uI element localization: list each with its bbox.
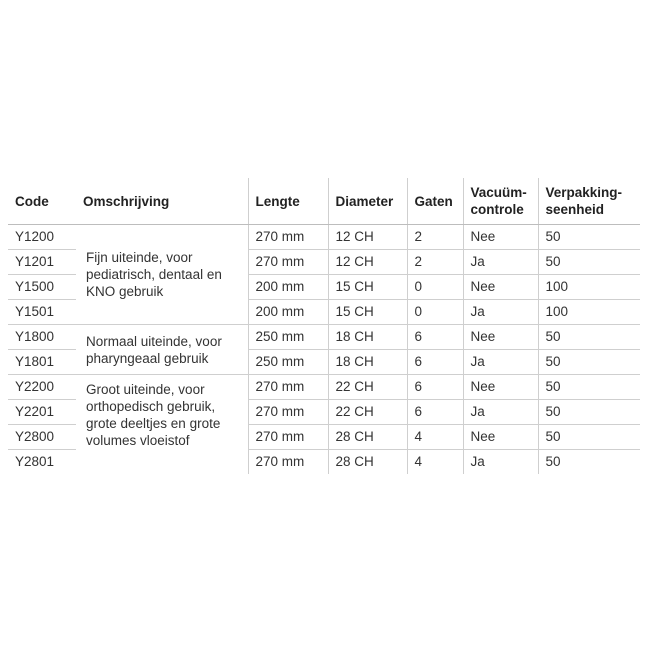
cell-vacuum: Nee xyxy=(463,425,538,450)
cell-lengte: 270 mm xyxy=(248,400,328,425)
cell-gaten: 2 xyxy=(407,250,463,275)
cell-diameter: 15 CH xyxy=(328,300,407,325)
cell-lengte: 270 mm xyxy=(248,425,328,450)
cell-vacuum: Nee xyxy=(463,275,538,300)
cell-gaten: 0 xyxy=(407,275,463,300)
cell-verpakking: 50 xyxy=(538,250,640,275)
cell-gaten: 6 xyxy=(407,325,463,350)
cell-diameter: 18 CH xyxy=(328,325,407,350)
cell-vacuum: Ja xyxy=(463,250,538,275)
cell-verpakking: 100 xyxy=(538,300,640,325)
cell-description: Fijn uiteinde, voor pediatrisch, dentaal en KNO gebruik xyxy=(86,250,222,299)
cell-gaten: 6 xyxy=(407,375,463,400)
product-table-container xyxy=(8,178,640,474)
cell-lengte: 270 mm xyxy=(248,375,328,400)
cell-lengte: 270 mm xyxy=(248,450,328,475)
product-table xyxy=(8,178,640,474)
cell-code: Y2801 xyxy=(8,450,76,475)
cell-lengte: 250 mm xyxy=(248,325,328,350)
cell-vacuum: Nee xyxy=(463,375,538,400)
cell-vacuum: Ja xyxy=(463,350,538,375)
cell-gaten: 6 xyxy=(407,400,463,425)
cell-vacuum: Ja xyxy=(463,400,538,425)
cell-code: Y1500 xyxy=(8,275,76,300)
cell-verpakking: 50 xyxy=(538,450,640,475)
cell-code: Y1201 xyxy=(8,250,76,275)
cell-diameter: 22 CH xyxy=(328,400,407,425)
cell-lengte: 250 mm xyxy=(248,350,328,375)
table-row xyxy=(8,375,640,400)
cell-code: Y2200 xyxy=(8,375,76,400)
cell-diameter: 22 CH xyxy=(328,375,407,400)
header-diameter: Diameter xyxy=(328,178,407,225)
table-row xyxy=(8,325,640,350)
header-verpakking-line2: seenheid xyxy=(545,202,605,217)
cell-code: Y2800 xyxy=(8,425,76,450)
cell-vacuum: Nee xyxy=(463,225,538,250)
cell-diameter: 28 CH xyxy=(328,450,407,475)
cell-diameter: 15 CH xyxy=(328,275,407,300)
cell-diameter: 12 CH xyxy=(328,250,407,275)
cell-lengte: 200 mm xyxy=(248,300,328,325)
cell-code: Y1801 xyxy=(8,350,76,375)
header-row xyxy=(8,178,640,225)
cell-verpakking: 50 xyxy=(538,425,640,450)
header-omschrijving: Omschrijving xyxy=(76,178,248,225)
cell-lengte: 270 mm xyxy=(248,225,328,250)
cell-lengte: 200 mm xyxy=(248,275,328,300)
cell-code: Y1200 xyxy=(15,229,55,244)
cell-verpakking: 50 xyxy=(538,325,640,350)
cell-gaten: 0 xyxy=(407,300,463,325)
cell-gaten: 4 xyxy=(407,425,463,450)
cell-vacuum: Nee xyxy=(463,325,538,350)
cell-verpakking: 50 xyxy=(538,225,640,250)
cell-lengte: 270 mm xyxy=(248,250,328,275)
cell-code: Y1501 xyxy=(8,300,76,325)
cell-diameter: 12 CH xyxy=(328,225,407,250)
header-verpakkingseenheid xyxy=(538,178,640,225)
header-code: Code xyxy=(8,178,76,225)
cell-description: Normaal uiteinde, voor pharyngeaal gebruik xyxy=(76,325,248,375)
header-vacuum-line1: Vacuüm- xyxy=(470,185,527,200)
cell-vacuum: Ja xyxy=(463,300,538,325)
cell-gaten: 2 xyxy=(407,225,463,250)
cell-code: Y2201 xyxy=(8,400,76,425)
cell-verpakking: 100 xyxy=(538,275,640,300)
cell-verpakking: 50 xyxy=(538,375,640,400)
cell-description: Groot uiteinde, voor orthopedisch gebruik, grote deeltjes en grote volumes vloeistof xyxy=(76,375,248,475)
cell-diameter: 18 CH xyxy=(328,350,407,375)
header-vacuumcontrole xyxy=(463,178,538,225)
cell-diameter: 28 CH xyxy=(328,425,407,450)
header-verpakking-line1: Verpakking- xyxy=(545,185,623,200)
cell-verpakking: 50 xyxy=(538,400,640,425)
cell-code: Y1800 xyxy=(8,325,76,350)
header-vacuum-line2: controle xyxy=(470,202,524,217)
table-row xyxy=(8,225,640,250)
header-gaten: Gaten xyxy=(407,178,463,225)
cell-vacuum: Ja xyxy=(463,450,538,475)
cell-gaten: 4 xyxy=(407,450,463,475)
cell-gaten: 6 xyxy=(407,350,463,375)
header-lengte: Lengte xyxy=(248,178,328,225)
cell-verpakking: 50 xyxy=(538,350,640,375)
